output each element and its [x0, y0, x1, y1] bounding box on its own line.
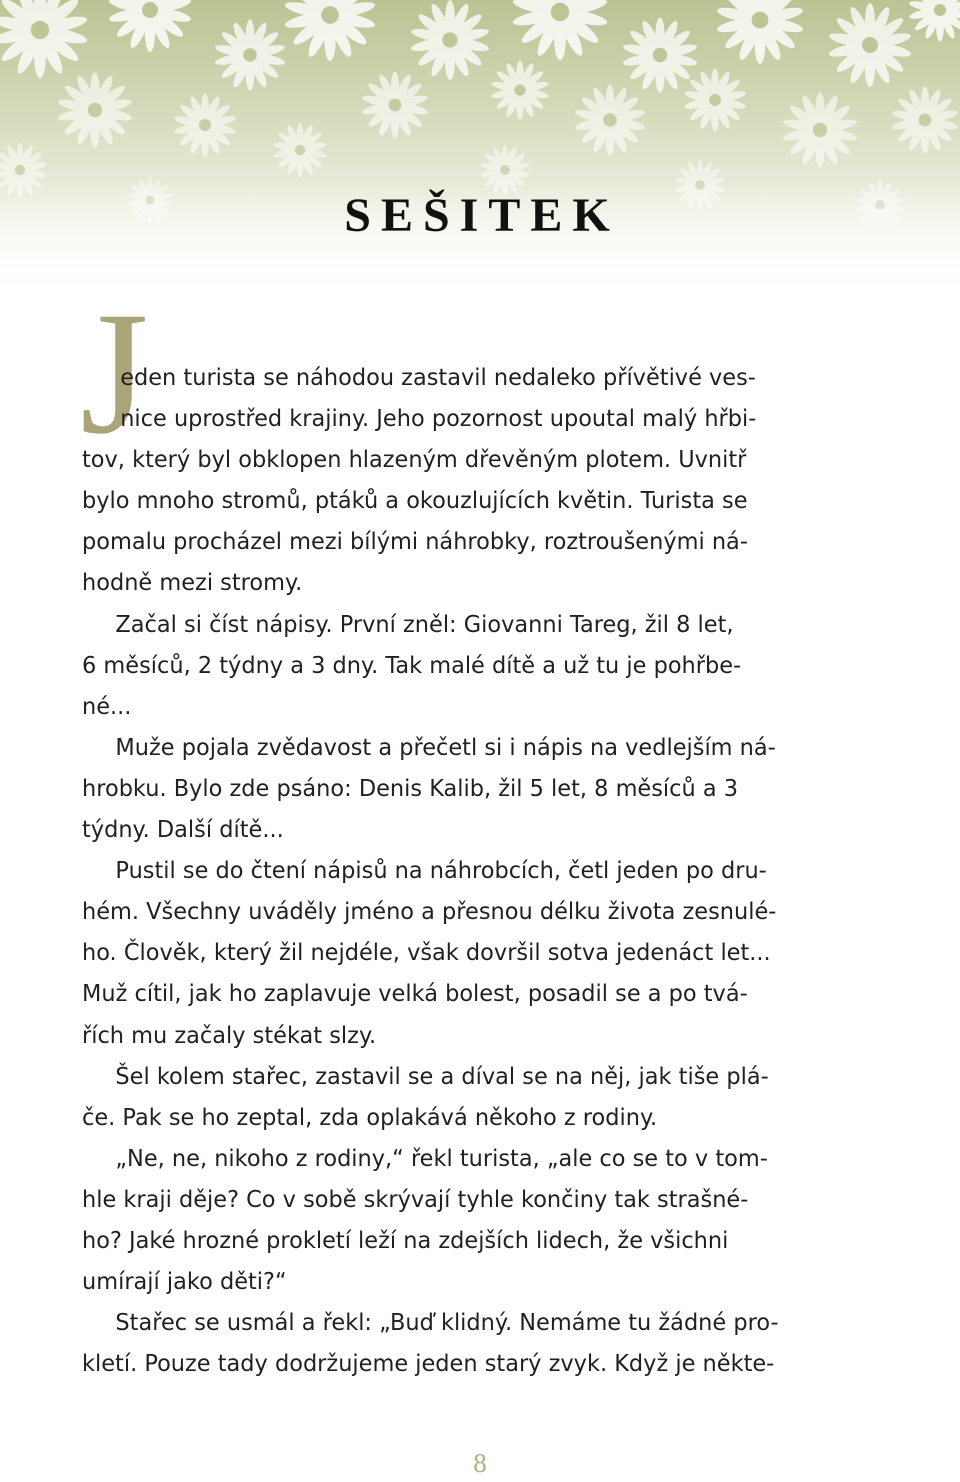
body-text — [82, 357, 844, 1384]
text-line: tov, který byl obklopen hlazeným dřevěným plotem. Uvnitř — [82, 445, 747, 474]
text-line: týdny. Další dítě... — [82, 815, 284, 844]
text-line: Začal si číst nápisy. První zněl: Giovanni Tareg, žil 8 let, — [115, 609, 734, 638]
text-line: če. Pak se ho zeptal, zda oplakává někoho z rodiny. — [82, 1102, 658, 1131]
text-line: Stařec se usmál a řekl: „Buď klidný. Nemáme tu žádné pro- — [115, 1308, 779, 1337]
text-line: ho. Člověk, který žil nejdéle, však dovršil sotva jedenáct let... — [82, 938, 771, 967]
drop-cap-letter: J — [80, 276, 149, 471]
chapter-title: SEŠITEK — [344, 189, 620, 242]
text-line: hém. Všechny uváděly jméno a přesnou délku života zesnulé- — [82, 897, 777, 926]
text-line: Muže pojala zvědavost a přečetl si i nápis na vedlejším ná- — [115, 732, 776, 761]
text-line: „Ne, ne, nikoho z rodiny,“ řekl turista, „ale co se to v tom- — [115, 1143, 768, 1172]
text-line: hle kraji děje? Co v sobě skrývají tyhle končiny tak strašné- — [82, 1184, 749, 1213]
text-line: bylo mnoho stromů, ptáků a okouzlujících květin. Turista se — [82, 486, 748, 515]
text-line: 6 měsíců, 2 týdny a 3 dny. Tak malé dítě a už tu je pohřbe- — [82, 650, 742, 679]
text-line: hodně mezi stromy. — [82, 568, 303, 597]
text-line: Šel kolem stařec, zastavil se a díval se na něj, jak tiše plá- — [115, 1061, 769, 1090]
text-line: Muž cítil, jak ho zaplavuje velká bolest, posadil se a po tvá- — [82, 979, 748, 1008]
text-line: kletí. Pouze tady dodržujeme jeden starý zvyk. Když je někte- — [82, 1349, 775, 1378]
text-line: umírají jako děti?“ — [82, 1267, 287, 1296]
text-line: hrobku. Bylo zde psáno: Denis Kalib, žil 5 let, 8 měsíců a 3 — [82, 773, 739, 802]
text-line: eden turista se náhodou zastavil nedaleko přívětivé ves- — [120, 363, 756, 391]
page-number: 8 — [473, 1448, 487, 1478]
text-line: ho? Jaké hrozné prokletí leží na zdejších lidech, že všichni — [82, 1225, 729, 1254]
text-line: pomalu procházel mezi bílými náhrobky, roztroušenými ná- — [82, 527, 748, 556]
text-line: řích mu začaly stékat slzy. — [82, 1020, 377, 1049]
flower-header-decoration — [0, 0, 960, 300]
text-line: né... — [82, 691, 132, 720]
text-line: Pustil se do čtení nápisů na náhrobcích, četl jeden po dru- — [115, 856, 767, 885]
text-line: nice uprostřed krajiny. Jeho pozornost upoutal malý hřbi- — [120, 404, 757, 433]
